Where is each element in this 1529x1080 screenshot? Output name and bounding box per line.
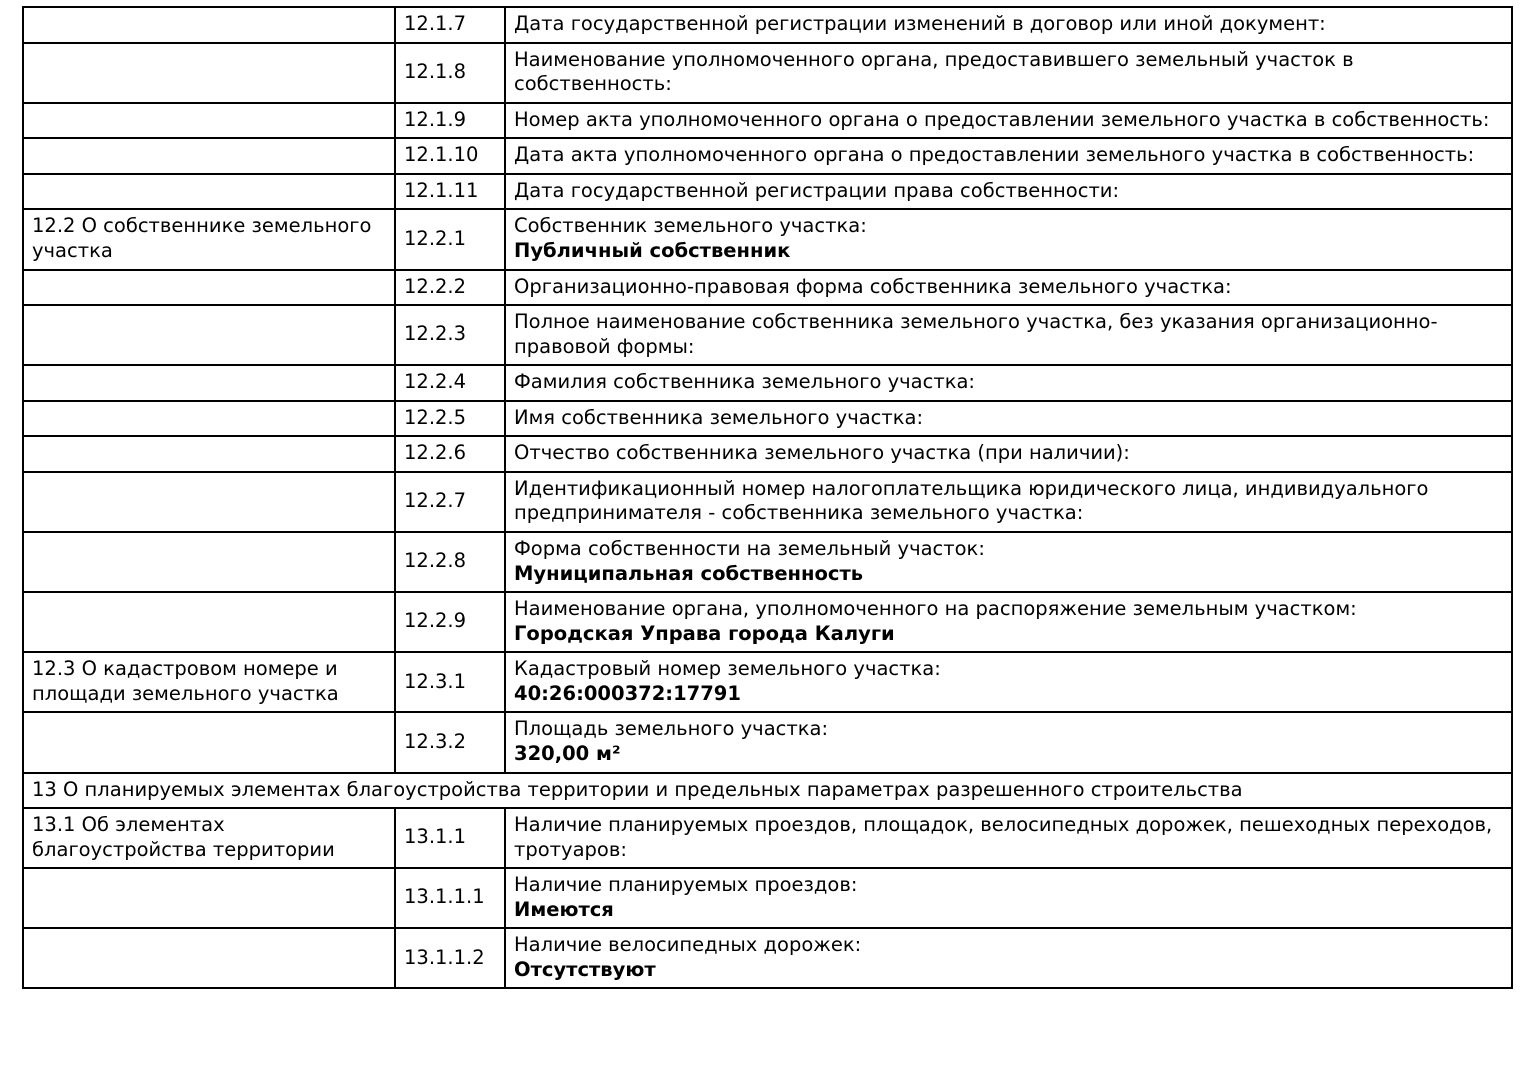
table-row (23, 401, 1512, 437)
field-label-text: Дата акта уполномоченного органа о предоставлении земельного участка в собственность: (514, 143, 1475, 167)
table-row (23, 103, 1512, 139)
field-label-text: Номер акта уполномоченного органа о предоставлении земельного участка в собственность: (514, 107, 1490, 131)
field-label-text: Наличие планируемых проездов, площадок, велосипедных дорожек, пешеходных переходов, тротуаров: (514, 813, 1493, 861)
field-value-text: Публичный собственник (514, 238, 791, 262)
field-label-text: Наличие планируемых проездов: (514, 873, 858, 897)
field-code-cell (395, 138, 505, 174)
field-code-text: 12.2.2 (404, 274, 467, 298)
table-row (23, 928, 1512, 988)
field-code-cell (395, 652, 505, 712)
field-label-text: Кадастровый номер земельного участка: (514, 657, 941, 681)
section-title-text: 12.3 О кадастровом номере и площади земельного участка (32, 657, 339, 705)
section-title-text: 12.2 О собственнике земельного участка (32, 214, 372, 262)
registration-data-table (22, 6, 1513, 989)
table-row (23, 532, 1512, 592)
field-code-cell (395, 928, 505, 988)
field-code-cell (395, 868, 505, 928)
field-value-text: Отсутствуют (514, 957, 656, 981)
table-row (23, 209, 1512, 269)
section-title-cell (23, 928, 395, 988)
table-row (23, 472, 1512, 532)
field-label-text: Наименование органа, уполномоченного на распоряжение земельным участком: (514, 597, 1357, 621)
field-content-cell (505, 103, 1512, 139)
field-code-text: 13.1.1 (404, 825, 467, 849)
field-code-text: 12.1.9 (404, 107, 467, 131)
section-title-cell (23, 401, 395, 437)
section-title-cell (23, 436, 395, 472)
field-code-text: 13.1.1.2 (404, 945, 485, 969)
table-row (23, 305, 1512, 365)
field-content-cell (505, 209, 1512, 269)
field-value-text: 320,00 м² (514, 741, 621, 765)
field-label-text: Имя собственника земельного участка: (514, 405, 924, 429)
section-title-cell (23, 270, 395, 306)
field-content-cell (505, 7, 1512, 43)
field-label-text: Дата государственной регистрации изменений в договор или иной документ: (514, 12, 1326, 35)
field-code-text: 12.2.7 (404, 489, 467, 513)
field-code-text: 12.2.4 (404, 370, 467, 394)
field-value-text: Муниципальная собственность (514, 561, 864, 585)
field-code-cell (395, 808, 505, 868)
section-title-text: 13.1 Об элементах благоустройства территории (32, 813, 335, 861)
section-title-cell (23, 472, 395, 532)
table-row (23, 592, 1512, 652)
field-label-text: Фамилия собственника земельного участка: (514, 370, 976, 394)
field-label-text: Форма собственности на земельный участок: (514, 537, 985, 560)
table-row (23, 652, 1512, 712)
field-content-cell (505, 652, 1512, 712)
table-body (23, 7, 1512, 988)
section-title-cell (23, 712, 395, 772)
field-label-text: Дата государственной регистрации права собственности: (514, 178, 1120, 202)
field-label-text: Наличие велосипедных дорожек: (514, 933, 862, 957)
field-content-cell (505, 365, 1512, 401)
field-code-cell (395, 532, 505, 592)
section-title-cell (23, 592, 395, 652)
field-label-text: Отчество собственника земельного участка (при наличии): (514, 441, 1130, 465)
section-title-cell (23, 138, 395, 174)
table-row (23, 43, 1512, 103)
field-value-text: Городская Управа города Калуги (514, 621, 895, 645)
section-title-cell (23, 43, 395, 103)
field-code-text: 12.2.6 (404, 441, 467, 465)
field-code-cell (395, 401, 505, 437)
table-row (23, 174, 1512, 210)
field-code-cell (395, 305, 505, 365)
document-page (0, 6, 1529, 989)
field-content-cell (505, 472, 1512, 532)
field-value-text: 40:26:000372:17791 (514, 681, 741, 705)
field-content-cell (505, 270, 1512, 306)
section-title-cell (23, 305, 395, 365)
field-content-cell (505, 592, 1512, 652)
field-code-text: 12.3.1 (404, 669, 467, 693)
field-code-cell (395, 712, 505, 772)
section-title-cell (23, 868, 395, 928)
field-code-cell (395, 436, 505, 472)
field-code-text: 12.2.8 (404, 549, 467, 573)
field-code-text: 13.1.1.1 (404, 885, 485, 909)
field-code-cell (395, 365, 505, 401)
field-code-text: 12.3.2 (404, 729, 467, 753)
field-code-cell (395, 7, 505, 43)
table-row (23, 7, 1512, 43)
section-heading-text: 13 О планируемых элементах благоустройства территории и предельных параметрах разрешенного строительства (32, 777, 1243, 801)
field-code-text: 12.2.9 (404, 609, 467, 633)
section-title-cell (23, 103, 395, 139)
field-content-cell (505, 43, 1512, 103)
field-code-text: 12.1.8 (404, 59, 467, 83)
field-code-cell (395, 209, 505, 269)
section-title-cell (23, 532, 395, 592)
field-label-text: Организационно-правовая форма собственника земельного участка: (514, 274, 1232, 298)
field-content-cell (505, 532, 1512, 592)
table-row (23, 436, 1512, 472)
field-content-cell (505, 305, 1512, 365)
section-title-cell (23, 808, 395, 868)
table-row (23, 773, 1512, 809)
field-code-text: 12.2.3 (404, 322, 467, 346)
field-code-cell (395, 103, 505, 139)
field-code-cell (395, 472, 505, 532)
field-content-cell (505, 436, 1512, 472)
field-label-text: Идентификационный номер налогоплательщика юридического лица, индивидуального предпринимателя - собственника земельного участка: (514, 476, 1429, 525)
section-title-cell (23, 7, 395, 43)
field-content-cell (505, 868, 1512, 928)
field-code-cell (395, 270, 505, 306)
section-title-cell (23, 209, 395, 269)
section-title-cell (23, 365, 395, 401)
field-content-cell (505, 928, 1512, 988)
field-code-cell (395, 174, 505, 210)
field-label-text: Площадь земельного участка: (514, 717, 829, 741)
field-code-text: 12.2.1 (404, 226, 467, 250)
field-label-text: Собственник земельного участка: (514, 214, 867, 238)
field-label-text: Полное наименование собственника земельного участка, без указания организационно-правовой формы: (514, 310, 1438, 358)
field-value-text: Имеются (514, 897, 614, 921)
table-row (23, 270, 1512, 306)
field-code-cell (395, 43, 505, 103)
table-row (23, 138, 1512, 174)
field-content-cell (505, 174, 1512, 210)
table-row (23, 712, 1512, 772)
field-content-cell (505, 138, 1512, 174)
field-code-text: 12.1.7 (404, 12, 467, 35)
field-label-text: Наименование уполномоченного органа, предоставившего земельный участок в собственность: (514, 47, 1354, 96)
table-row (23, 365, 1512, 401)
field-content-cell (505, 401, 1512, 437)
field-code-text: 12.1.10 (404, 143, 479, 167)
field-content-cell (505, 808, 1512, 868)
field-code-text: 12.1.11 (404, 178, 479, 202)
section-heading-cell (23, 773, 1512, 809)
field-code-cell (395, 592, 505, 652)
section-title-cell (23, 652, 395, 712)
field-content-cell (505, 712, 1512, 772)
table-row (23, 868, 1512, 928)
field-code-text: 12.2.5 (404, 405, 467, 429)
table-row (23, 808, 1512, 868)
section-title-cell (23, 174, 395, 210)
